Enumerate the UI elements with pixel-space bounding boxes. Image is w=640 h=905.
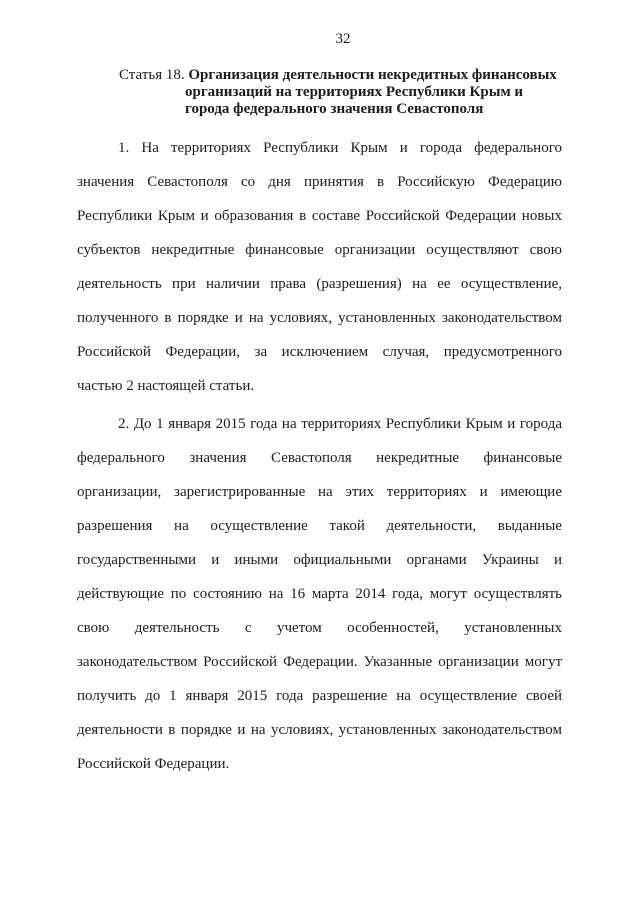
paragraph-line: Республики Крым и образования в составе Российской Федерации новых	[77, 208, 562, 224]
paragraph-line: государственными и иными официальными органами Украины и	[77, 552, 562, 568]
paragraph-line: законодательством Российской Федерации. Указанные организации могут	[77, 654, 562, 670]
paragraph-line: свою деятельность с учетом особенностей, установленных	[77, 620, 562, 636]
paragraph-line: Российской Федерации, за исключением случая, предусмотренного	[77, 344, 562, 360]
paragraph-line: федерального значения Севастополя некредитные финансовые	[77, 450, 562, 466]
paragraph-line: деятельности в порядке и на условиях, установленных законодательством	[77, 722, 562, 738]
paragraph-line: частью 2 настоящей статьи.	[77, 378, 255, 394]
paragraph-line: 1. На территориях Республики Крым и города федерального	[118, 140, 562, 156]
paragraph-line: Российской Федерации.	[77, 756, 230, 772]
article-title-line: города федерального значения Севастополя	[185, 101, 484, 117]
paragraph-line: 2. До 1 января 2015 года на территориях Республики Крым и города	[118, 416, 562, 432]
paragraph-line: действующие по состоянию на 16 марта 2014 года, могут осуществлять	[77, 586, 562, 602]
article-label: Статья 18.	[119, 67, 185, 83]
paragraph-1	[77, 131, 562, 403]
article-title-line: организаций на территориях Республики Крым и	[185, 84, 524, 100]
paragraph-line: деятельность при наличии права (разрешения) на ее осуществление,	[77, 276, 562, 292]
paragraph-line: получить до 1 января 2015 года разрешение на осуществление своей	[77, 688, 562, 704]
paragraph-line: субъектов некредитные финансовые организации осуществляют свою	[77, 242, 562, 258]
article-heading	[119, 67, 579, 118]
paragraph-line: полученного в порядке и на условиях, установленных законодательством	[77, 310, 562, 326]
page-number: 32	[335, 31, 351, 47]
paragraph-line: разрешения на осуществление такой деятельности, выданные	[77, 518, 562, 534]
paragraph-line: организации, зарегистрированные на этих территориях и имеющие	[77, 484, 562, 500]
paragraph-line: значения Севастополя со дня принятия в Российскую Федерацию	[77, 174, 562, 190]
paragraph-2	[77, 407, 562, 781]
article-title-line: Организация деятельности некредитных финансовых	[188, 67, 557, 83]
